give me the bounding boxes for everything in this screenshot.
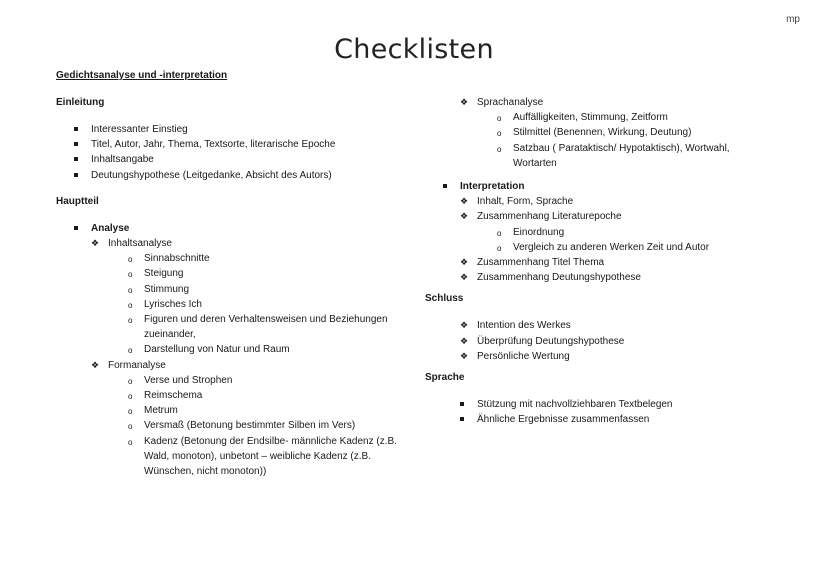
list-item: ❖ Zusammenhang Deutungshypothese — [425, 270, 785, 285]
list-item: o Figuren und deren Verhaltensweisen und Beziehungen zueinander, — [128, 314, 388, 341]
schluss-list — [425, 318, 785, 364]
list-item: o Versmaß (Betonung bestimmter Silben im Vers) — [56, 418, 416, 433]
section-heading-sprache: Sprache — [425, 372, 465, 384]
list-item: o Stilmittel (Benennen, Wirkung, Deutung) — [425, 125, 785, 140]
inhaltsanalyse-group — [56, 236, 416, 251]
list-item: ❖ Überprüfung Deutungshypothese — [425, 334, 785, 349]
page-title: Checklisten — [334, 34, 494, 65]
formanalyse-group — [56, 358, 416, 373]
ring-bullet-icon: o — [497, 228, 502, 238]
diamond-bullet-icon: ❖ — [460, 211, 469, 222]
list-item: Inhaltsangabe — [91, 154, 154, 166]
ring-bullet-icon: o — [128, 392, 133, 402]
diamond-bullet-icon: ❖ — [460, 272, 469, 283]
list-item: ❖ Persönliche Wertung — [425, 349, 785, 364]
interpretation-list — [425, 194, 785, 224]
ring-bullet-icon: o — [497, 129, 502, 139]
list-item: ❖ Zusammenhang Titel Thema — [425, 255, 785, 270]
list-item: o Lyrisches Ich — [56, 297, 416, 312]
list-item: Deutungshypothese (Leitgedanke, Absicht des Autors) — [91, 169, 332, 181]
right-column — [425, 95, 785, 427]
document-heading: Gedichtsanalyse und -interpretation — [56, 70, 228, 81]
diamond-bullet-icon: ❖ — [460, 320, 469, 331]
inhaltsanalyse-list — [56, 251, 416, 357]
diamond-bullet-icon: ❖ — [460, 350, 469, 361]
ring-bullet-icon: o — [128, 270, 133, 280]
ring-bullet-icon: o — [128, 316, 133, 326]
ring-bullet-icon: o — [128, 255, 133, 265]
ring-bullet-icon: o — [128, 346, 133, 356]
ring-bullet-icon: o — [128, 407, 133, 417]
list-item-inhaltsanalyse: ❖ Inhaltsanalyse — [56, 236, 416, 251]
interpretation-list-after — [425, 255, 785, 285]
einleitung-list — [56, 122, 416, 183]
list-item-sprachanalyse: ❖ Sprachanalyse — [425, 95, 785, 110]
ring-bullet-icon: o — [128, 422, 133, 432]
ring-bullet-icon: o — [497, 114, 502, 124]
sprachanalyse-group — [425, 95, 785, 110]
ring-bullet-icon: o — [497, 144, 502, 154]
hauptteil-list — [56, 221, 416, 236]
list-item-analyse: Analyse — [91, 222, 130, 234]
list-item: o Stimmung — [56, 282, 416, 297]
corner-initials: mp — [786, 14, 800, 25]
list-item: o Vergleich zu anderen Werken Zeit und Autor — [425, 240, 785, 255]
ring-bullet-icon: o — [128, 300, 133, 310]
formanalyse-list — [56, 373, 416, 479]
section-heading-einleitung: Einleitung — [56, 97, 105, 108]
list-item: Interessanter Einstieg — [91, 124, 188, 135]
list-item: o Reimschema — [56, 388, 416, 403]
interpretation-sub-list — [425, 225, 785, 255]
list-item: o Satzbau ( Parataktisch/ Hypotaktisch), Wortwahl, Wortarten — [497, 142, 730, 169]
list-item: o Darstellung von Natur und Raum — [56, 342, 416, 357]
list-item-interpretation: Interpretation — [460, 181, 525, 193]
ring-bullet-icon: o — [497, 243, 502, 253]
diamond-bullet-icon: ❖ — [460, 97, 469, 107]
left-column — [56, 70, 416, 479]
list-item-formanalyse: ❖ Formanalyse — [56, 358, 416, 373]
diamond-bullet-icon: ❖ — [460, 257, 469, 268]
list-item: Titel, Autor, Jahr, Thema, Textsorte, literarische Epoche — [91, 139, 336, 151]
sprachanalyse-list — [425, 110, 785, 171]
diamond-bullet-icon: ❖ — [91, 359, 100, 370]
list-item: o Verse und Strophen — [56, 373, 416, 388]
list-item: o Kadenz (Betonung der Endsilbe- männliche Kadenz (z.B. Wald, monoton), unbetont – weibliche Kadenz (z.B. Wünschen, nicht monoton)) — [128, 435, 397, 478]
list-item: ❖ Zusammenhang Literaturepoche — [425, 209, 785, 224]
interpretation-group — [425, 179, 785, 194]
list-item: o Auffälligkeiten, Stimmung, Zeitform — [425, 110, 785, 125]
list-item: o Metrum — [56, 403, 416, 418]
ring-bullet-icon: o — [128, 376, 133, 386]
ring-bullet-icon: o — [128, 285, 133, 295]
section-heading-hauptteil: Hauptteil — [56, 195, 99, 207]
diamond-bullet-icon: ❖ — [460, 196, 469, 207]
ring-bullet-icon: o — [128, 437, 133, 447]
diamond-bullet-icon: ❖ — [91, 238, 100, 249]
list-item: o Sinnabschnitte — [56, 251, 416, 266]
section-heading-schluss: Schluss — [425, 293, 464, 305]
list-item: ❖ Inhalt, Form, Sprache — [425, 194, 785, 209]
list-item: o Steigung — [56, 266, 416, 281]
list-item: ❖ Intention des Werkes — [425, 318, 785, 333]
diamond-bullet-icon: ❖ — [460, 335, 469, 346]
list-item: Ähnliche Ergebnisse zusammenfassen — [477, 414, 650, 426]
list-item: Stützung mit nachvollziehbaren Textbelegen — [477, 399, 673, 411]
sprache-list — [425, 397, 785, 427]
list-item: o Einordnung — [425, 225, 785, 240]
